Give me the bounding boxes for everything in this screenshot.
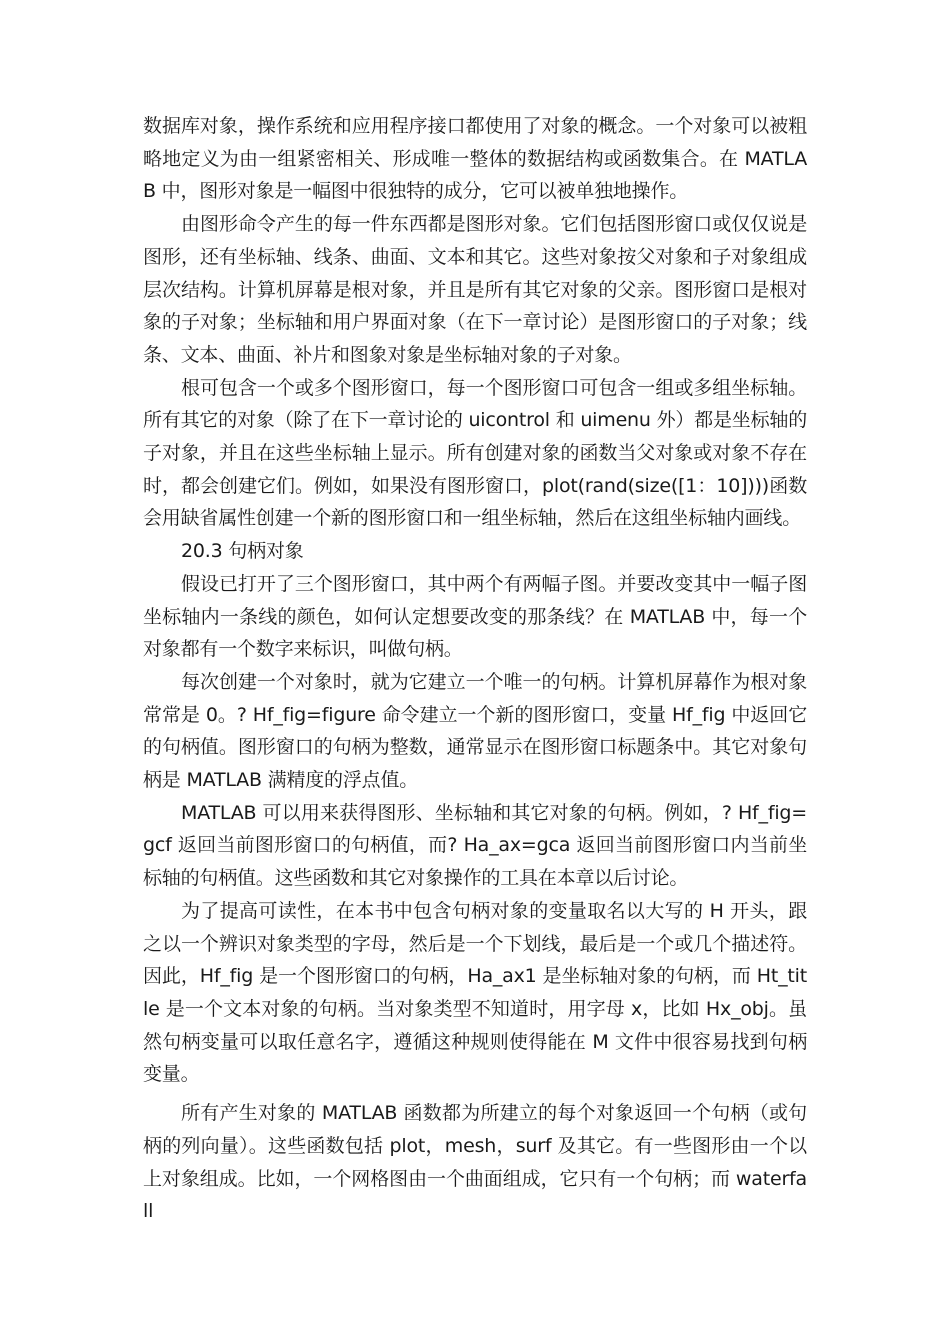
paragraph-naming-convention: 为了提高可读性，在本书中包含句柄对象的变量取名以大写的 H 开头，跟之以一个辨识对象类型的字母，然后是一个下划线，最后是一个或几个描述符。因此，Hf_fig 是一个图形窗口的句柄，Ha_ax1 是坐标轴对象的句柄，而 Ht_title 是一个文本对象的句柄。当对象类型不知道时，用字母 x，比如 Hx_obj。虽然句柄变量可以取任意名字，遵循这种规则使得能在 M 文件中很容易找到句柄变量。 (143, 899, 807, 1086)
paragraph-graphics-objects: 由图形命令产生的每一件东西都是图形对象。它们包括图形窗口或仅仅说是图形，还有坐标轴、线条、曲面、文本和其它。这些对象按父对象和子对象组成层次结构。计算机屏幕是根对象，并且是所有其它对象的父亲。图形窗口是根对象的子对象；坐标轴和用户界面对象（在下一章讨论）是图形窗口的子对象；线条、文本、曲面、补片和图象对象是坐标轴对象的子对象。 (143, 213, 807, 366)
paragraph-functions-return-handles: 所有产生对象的 MATLAB 函数都为所建立的每个对象返回一个句柄（或句柄的列向量）。这些函数包括 plot，mesh，surf 及其它。有一些图形由一个以上对象组成。比如，一个网格图由一个曲面组成，它只有一个句柄；而 waterfall (143, 1102, 807, 1223)
paragraph-handle-intro: 假设已打开了三个图形窗口，其中两个有两幅子图。并要改变其中一幅子图坐标轴内一条线的颜色，如何认定想要改变的那条线？在 MATLAB 中，每一个对象都有一个数字来标识，叫做句柄。 (143, 572, 807, 661)
document-body (143, 110, 807, 1228)
paragraph-handle-creation: 每次创建一个对象时，就为它建立一个唯一的句柄。计算机屏幕作为根对象常常是 0。? Hf_fig=figure 命令建立一个新的图形窗口，变量 Hf_fig 中返回它的句柄值。图形窗口的句柄为整数，通常显示在图形窗口标题条中。其它对象句柄是 MATLAB 满精度的浮点值。 (143, 670, 807, 792)
paragraph-object-concept: 数据库对象，操作系统和应用程序接口都使用了对象的概念。一个对象可以被粗略地定义为由一组紧密相关、形成唯一整体的数据结构或函数集合。在 MATLAB 中，图形对象是一幅图中很独特的成分，它可以被单独地操作。 (143, 115, 807, 203)
section-heading-handle-objects: 20.3 句柄对象 (181, 540, 304, 563)
paragraph-root-hierarchy: 根可包含一个或多个图形窗口，每一个图形窗口可包含一组或多组坐标轴。所有其它的对象（除了在下一章讨论的 uicontrol 和 uimenu 外）都是坐标轴的子对象，并且在这些坐标轴上显示。所有创建对象的函数当父对象或对象不存在时，都会创建它们。例如，如果没有图形窗口，plot(rand(size([1：10])))函数会用缺省属性创建一个新的图形窗口和一组坐标轴，然后在这组坐标轴内画线。 (143, 376, 807, 530)
paragraph-gcf-gca: MATLAB 可以用来获得图形、坐标轴和其它对象的句柄。例如，? Hf_fig=gcf 返回当前图形窗口的句柄值，而? Ha_ax=gca 返回当前图形窗口内当前坐标轴的句柄值。这些函数和其它对象操作的工具在本章以后讨论。 (143, 801, 807, 890)
